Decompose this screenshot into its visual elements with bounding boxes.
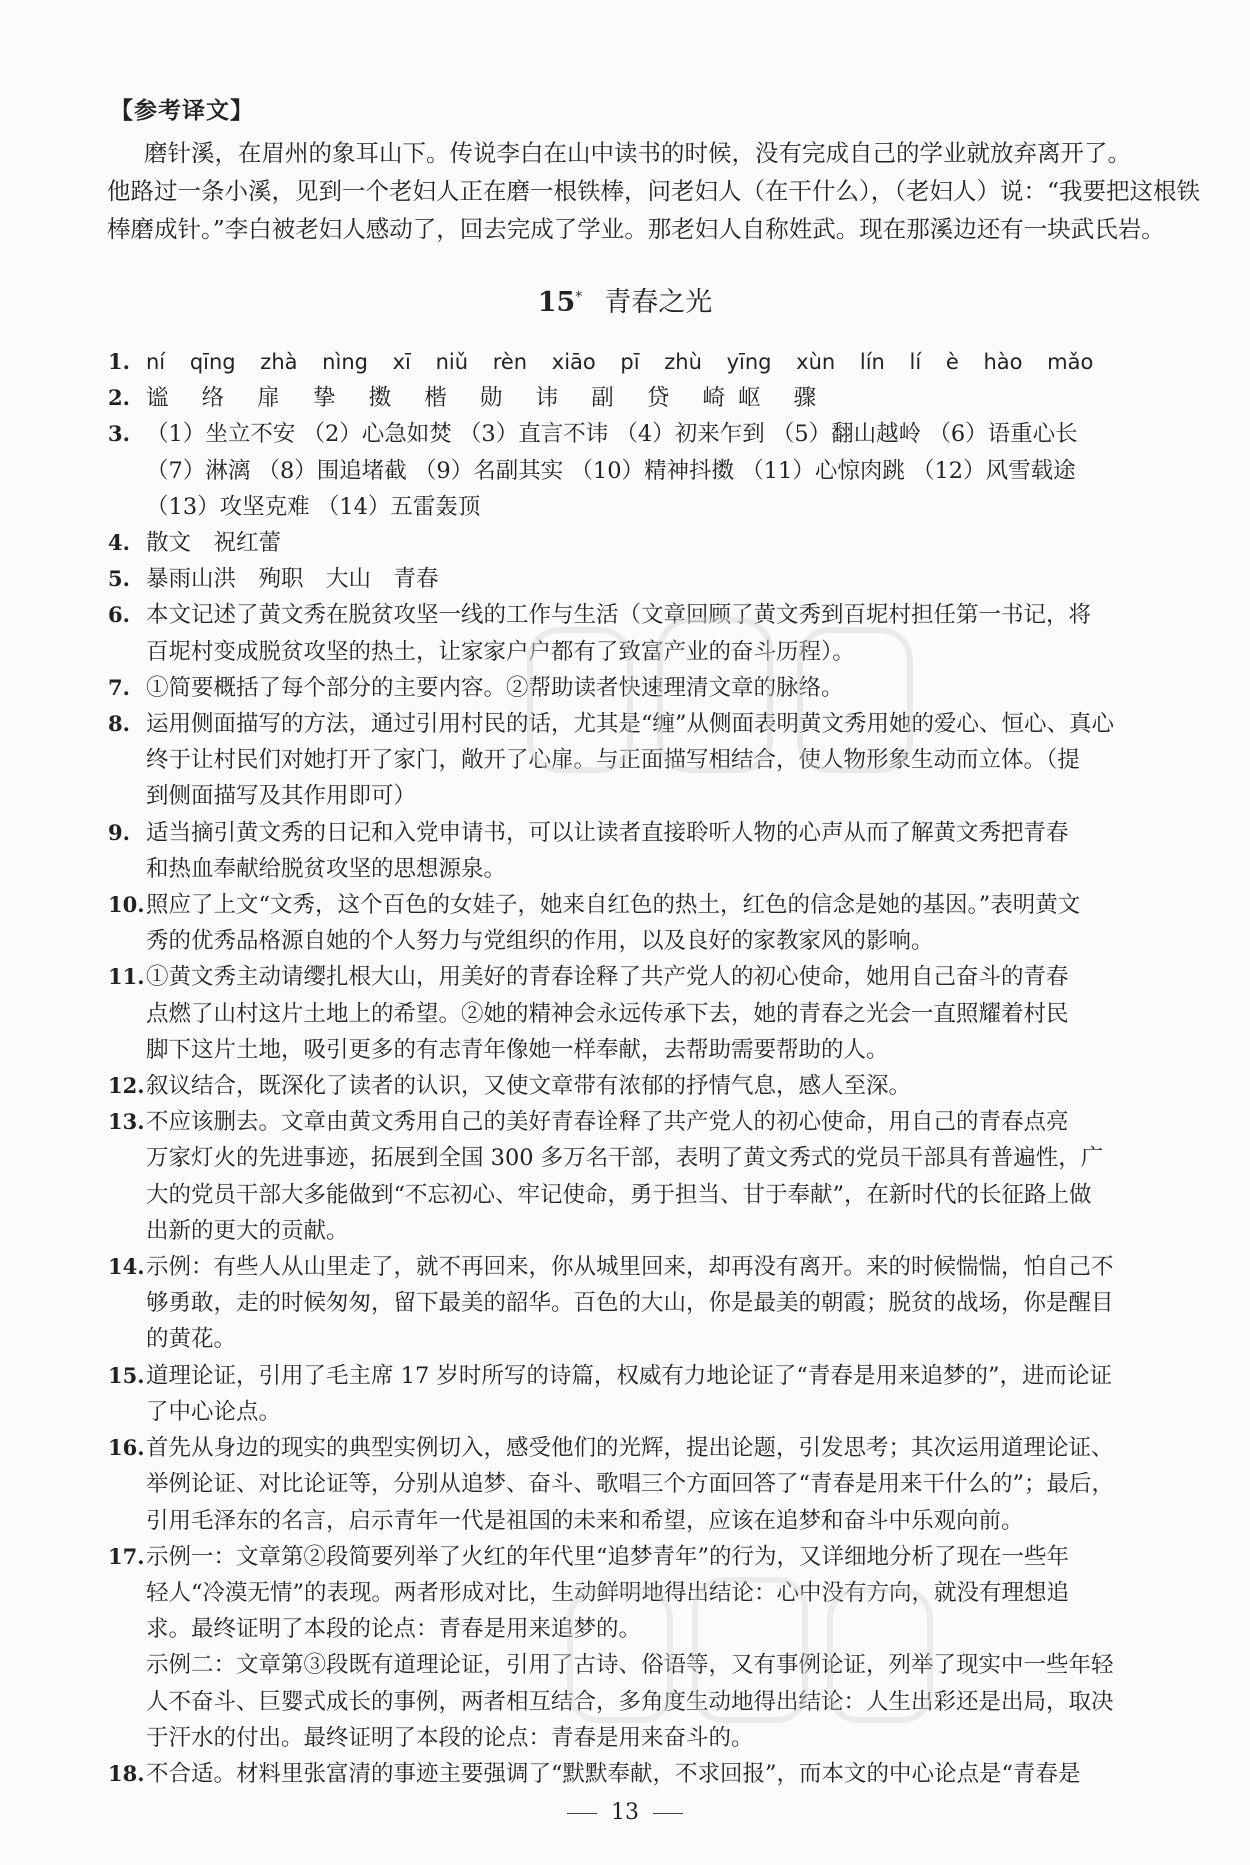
answer-line: 大的党员干部大多能做到“不忘初心、牢记使命，勇于担当、甘于奉献”，在新时代的长征路上做 [146, 1181, 1092, 1208]
answer-text [146, 1068, 1168, 1104]
answer-item [108, 1756, 1168, 1792]
answer-line: 运用侧面描写的方法，通过引用村民的话，尤其是“缠”从侧面表明黄文秀用她的爱心、恒心、真心 [146, 711, 1115, 738]
answer-line: 到侧面描写及其作用即可） [146, 783, 417, 810]
answer-line: 首先从身边的现实的典型实例切入，感受他们的光辉，提出论题，引发思考；其次运用道理论证、 [146, 1435, 1114, 1462]
answer-text [146, 887, 1168, 959]
answer-number: 6. [108, 602, 130, 628]
answer-line: （1）坐立不安 （2）心急如焚 （3）直言不讳 （4）初来乍到 （5）翻山越岭 （6）语重心长 [146, 421, 1078, 448]
answer-line: 叙议结合，既深化了读者的认识，又使文章带有浓郁的抒情气息，感人至深。 [146, 1073, 912, 1100]
answer-line: 和热血奉献给脱贫攻坚的思想源泉。 [146, 855, 507, 882]
section-star: * [575, 289, 583, 305]
answer-number: 8. [108, 711, 130, 737]
answer-text [146, 1249, 1168, 1358]
answer-line: 示例一：文章第②段简要列举了火红的年代里“追梦青年”的行为，又详细地分析了现在一些年 [146, 1543, 1070, 1570]
section-title [0, 280, 1250, 319]
page-number-text: 13 [611, 1800, 639, 1825]
answer-line: 谧 络 扉 挚 擞 楷 勋 讳 副 贷 崎岖 骤 [146, 385, 830, 412]
answer-line: 不合适。材料里张富清的事迹主要强调了“默默奉献，不求回报”，而本文的中心论点是“青春是 [146, 1760, 1081, 1787]
answer-number: 13. [108, 1109, 145, 1135]
answer-text [146, 1756, 1168, 1792]
answer-number: 2. [108, 385, 130, 411]
section-number: 15 [537, 287, 576, 318]
ref-line: 磨针溪，在眉州的象耳山下。传说李白在山中读书的时候，没有完成自己的学业就放弃离开了。 [144, 139, 1131, 167]
answer-line: ①黄文秀主动请缨扎根大山，用美好的青春诠释了共产党人的初心使命，她用自己奋斗的青春 [146, 964, 1069, 991]
answer-line: 轻人“冷漠无情”的表现。两者形成对比，生动鲜明地得出结论：心中没有方向，就没有理想追 [146, 1579, 1070, 1606]
answer-text [146, 670, 1168, 706]
answer-text [146, 561, 1168, 597]
answer-number: 18. [108, 1760, 145, 1786]
answer-line: 百坭村变成脱贫攻坚的热土，让家家户户都有了致富产业的奋斗历程）。 [146, 638, 855, 665]
answer-line: 本文记述了黄文秀在脱贫攻坚一线的工作与生活（文章回顾了黄文秀到百坭村担任第一书记，将 [146, 602, 1092, 629]
answer-line: 引用毛泽东的名言，启示青年一代是祖国的未来和希望，应该在追梦和奋斗中乐观向前。 [146, 1507, 1024, 1534]
answer-text [146, 380, 1168, 416]
answer-item [108, 1358, 1168, 1430]
answer-line: 人不奋斗、巨婴式成长的事例，两者相互结合，多角度生动地得出结论：人生出彩还是出局，取决 [146, 1688, 1114, 1715]
answer-text [146, 706, 1168, 815]
answer-item [108, 416, 1168, 525]
answer-line: 不应该删去。文章由黄文秀用自己的美好青春诠释了共产党人的初心使命，用自己的青春点亮 [146, 1109, 1069, 1136]
answer-item [108, 815, 1168, 887]
answer-item [108, 706, 1168, 815]
answer-number: 16. [108, 1435, 145, 1461]
answer-line: 于汗水的付出。最终证明了本段的论点：青春是用来奋斗的。 [146, 1724, 754, 1751]
answer-line: （7）淋漓 （8）围追堵截 （9）名副其实 （10）精神抖擞 （11）心惊肉跳 （12）风雪载途 [146, 457, 1076, 484]
answer-text [146, 597, 1168, 669]
answer-number: 12. [108, 1073, 145, 1099]
answer-item [108, 1430, 1168, 1539]
answer-line: 脚下这片土地，吸引更多的有志青年像她一样奉献，去帮助需要帮助的人。 [146, 1036, 889, 1063]
answer-item [108, 561, 1168, 597]
answer-number: 10. [108, 892, 145, 918]
answer-line: 暴雨山洪 殉职 大山 青春 [146, 566, 439, 593]
answer-line: 万家灯火的先进事迹，拓展到全国 300 多万名干部，表明了黄文秀式的党员干部具有普遍性，广 [146, 1145, 1104, 1172]
answer-item [108, 959, 1168, 1068]
answer-line: 终于让村民们对她打开了家门，敞开了心扉。与正面描写相结合，使人物形象生动而立体。（提 [146, 747, 1080, 774]
answer-line: 求。最终证明了本段的论点：青春是用来追梦的。 [146, 1616, 642, 1643]
answer-line: 散文 祝红蕾 [146, 530, 282, 557]
answer-number: 1. [108, 349, 130, 374]
answer-text [146, 959, 1168, 1068]
answer-item [108, 1249, 1168, 1358]
answer-item [108, 344, 1168, 380]
answer-line: 了中心论点。 [146, 1398, 282, 1425]
answer-item [108, 525, 1168, 561]
section-title-text: 青春之光 [604, 287, 713, 318]
answer-text [146, 1358, 1168, 1430]
answer-line: 照应了上文“文秀，这个百色的女娃子，她来自红色的热土，红色的信念是她的基因。”表明黄文 [146, 892, 1081, 919]
ref-line: 棒磨成针。”李白被老妇人感动了，回去完成了学业。那老妇人自称姓武。现在那溪边还有一块武氏岩。 [107, 215, 1165, 243]
answer-item [108, 1104, 1168, 1249]
answer-text [146, 344, 1168, 380]
answer-line: 秀的优秀品格源自她的个人努力与党组织的作用，以及良好的家教家风的影响。 [146, 928, 934, 955]
answer-text [146, 1539, 1168, 1756]
answer-line: 够勇敢，走的时候匆匆，留下最美的韶华。百色的大山，你是最美的朝霞；脱贫的战场，你是醒目 [146, 1290, 1114, 1317]
answer-line: 举例论证、对比论证等，分别从追梦、奋斗、歌唱三个方面回答了“青春是用来干什么的”；最后， [146, 1471, 1115, 1498]
answer-number: 7. [108, 674, 130, 700]
answer-text [146, 416, 1168, 525]
answer-text [146, 815, 1168, 887]
answer-line: 道理论证，引用了毛主席 17 岁时所写的诗篇，权威有力地论证了“青春是用来追梦的”，进而论证 [146, 1362, 1112, 1389]
ref-line: 他路过一条小溪，见到一个老妇人正在磨一根铁棒，问老妇人（在干什么），（老妇人）说：“我要把这根铁 [107, 177, 1201, 205]
answer-number: 17. [108, 1543, 145, 1569]
answer-text [146, 525, 1168, 561]
answer-line: 点燃了山村这片土地上的希望。②她的精神会永远传承下去，她的青春之光会一直照耀着村民 [146, 1000, 1069, 1027]
answer-item [108, 670, 1168, 706]
answer-line: （13）攻坚克难 （14）五雷轰顶 [146, 493, 481, 520]
answer-number: 3. [108, 421, 130, 447]
answer-item [108, 597, 1168, 669]
answer-line: ①简要概括了每个部分的主要内容。②帮助读者快速理清文章的脉络。 [146, 674, 844, 701]
answer-list [108, 344, 1168, 1792]
answer-number: 15. [108, 1362, 145, 1388]
answer-text [146, 1430, 1168, 1539]
answer-line: 示例：有些人从山里走了，就不再回来，你从城里回来，却再没有离开。来的时候惴惴，怕自己不 [146, 1254, 1114, 1281]
answer-item [108, 887, 1168, 959]
answer-line: ní qīng zhà nìng xī niǔ rèn xiāo pī zhù yīng xùn lín lí è hào mǎo [146, 350, 1094, 374]
answer-line: 的黄花。 [146, 1326, 237, 1353]
answer-number: 11. [108, 964, 145, 990]
page-number [0, 1800, 1250, 1825]
answer-number: 9. [108, 819, 130, 845]
answer-number: 14. [108, 1254, 145, 1280]
reference-translation-heading: 【参考译文】 [110, 98, 254, 124]
reference-translation-text [107, 134, 1201, 248]
answer-number: 4. [108, 530, 130, 556]
answer-line: 适当摘引黄文秀的日记和入党申请书，可以让读者直接聆听人物的心声从而了解黄文秀把青春 [146, 819, 1069, 846]
answer-item [108, 380, 1168, 416]
answer-number: 5. [108, 566, 130, 592]
answer-line: 示例二：文章第③段既有道理论证，引用了古诗、俗语等，又有事例论证，列举了现实中一些年轻 [146, 1652, 1114, 1679]
answer-text [146, 1104, 1168, 1249]
answer-line: 出新的更大的贡献。 [146, 1217, 349, 1244]
answer-item [108, 1539, 1168, 1756]
answer-item [108, 1068, 1168, 1104]
